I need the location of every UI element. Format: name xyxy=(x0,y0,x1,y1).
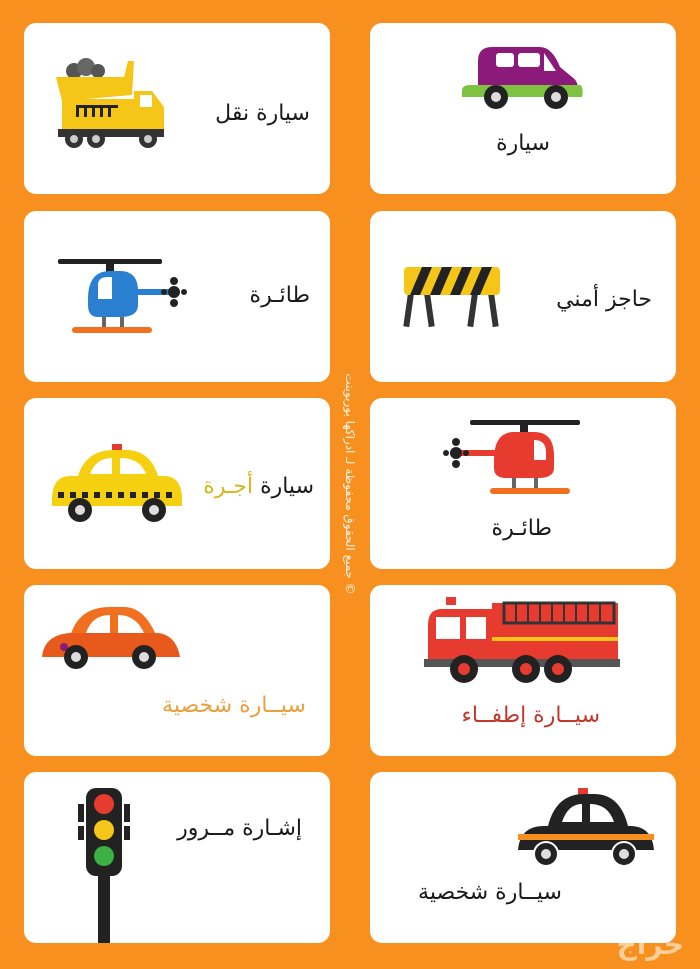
copyright-watermark: © جميع الحقوق محفوظة لـ ادراكها بوربوينت xyxy=(343,373,357,595)
card-black-car xyxy=(370,772,676,943)
card-helicopter-blue xyxy=(24,211,330,382)
barrier-icon xyxy=(402,263,502,329)
traffic-light-icon xyxy=(72,786,136,943)
taxi-label-accent: أجـرة xyxy=(203,474,254,499)
dump-truck-icon xyxy=(52,51,167,151)
card-orange-car xyxy=(24,585,330,756)
card-barrier xyxy=(370,211,676,382)
card-label: حاجز أمني xyxy=(556,287,652,312)
car-icon xyxy=(40,601,182,671)
taxi-label-main: سيارة xyxy=(253,474,314,499)
card-label: سيارة xyxy=(496,131,550,156)
taxi-icon xyxy=(50,442,184,526)
car-icon xyxy=(460,41,585,116)
helicopter-icon xyxy=(58,255,188,339)
card-label: إشـارة مــرور xyxy=(177,816,302,841)
card-label: سيــارة إطفــاء xyxy=(461,703,600,728)
card-label: طائـرة xyxy=(491,516,552,541)
card-label: سيارة نقل xyxy=(215,101,310,126)
helicopter-icon xyxy=(442,416,582,500)
card-taxi xyxy=(24,398,330,569)
car-icon xyxy=(516,782,656,872)
card-label: طائـرة xyxy=(249,283,310,308)
card-car xyxy=(370,23,676,194)
card-label: سيــارة شخصية xyxy=(418,880,562,905)
card-helicopter-red xyxy=(370,398,676,569)
card-dump-truck xyxy=(24,23,330,194)
card-label: سيــارة شخصية xyxy=(162,693,306,718)
card-fire-truck xyxy=(370,585,676,756)
card-traffic-light xyxy=(24,772,330,943)
site-logo: حراج xyxy=(616,928,684,961)
card-label xyxy=(203,474,314,499)
fire-truck-icon xyxy=(422,597,622,687)
